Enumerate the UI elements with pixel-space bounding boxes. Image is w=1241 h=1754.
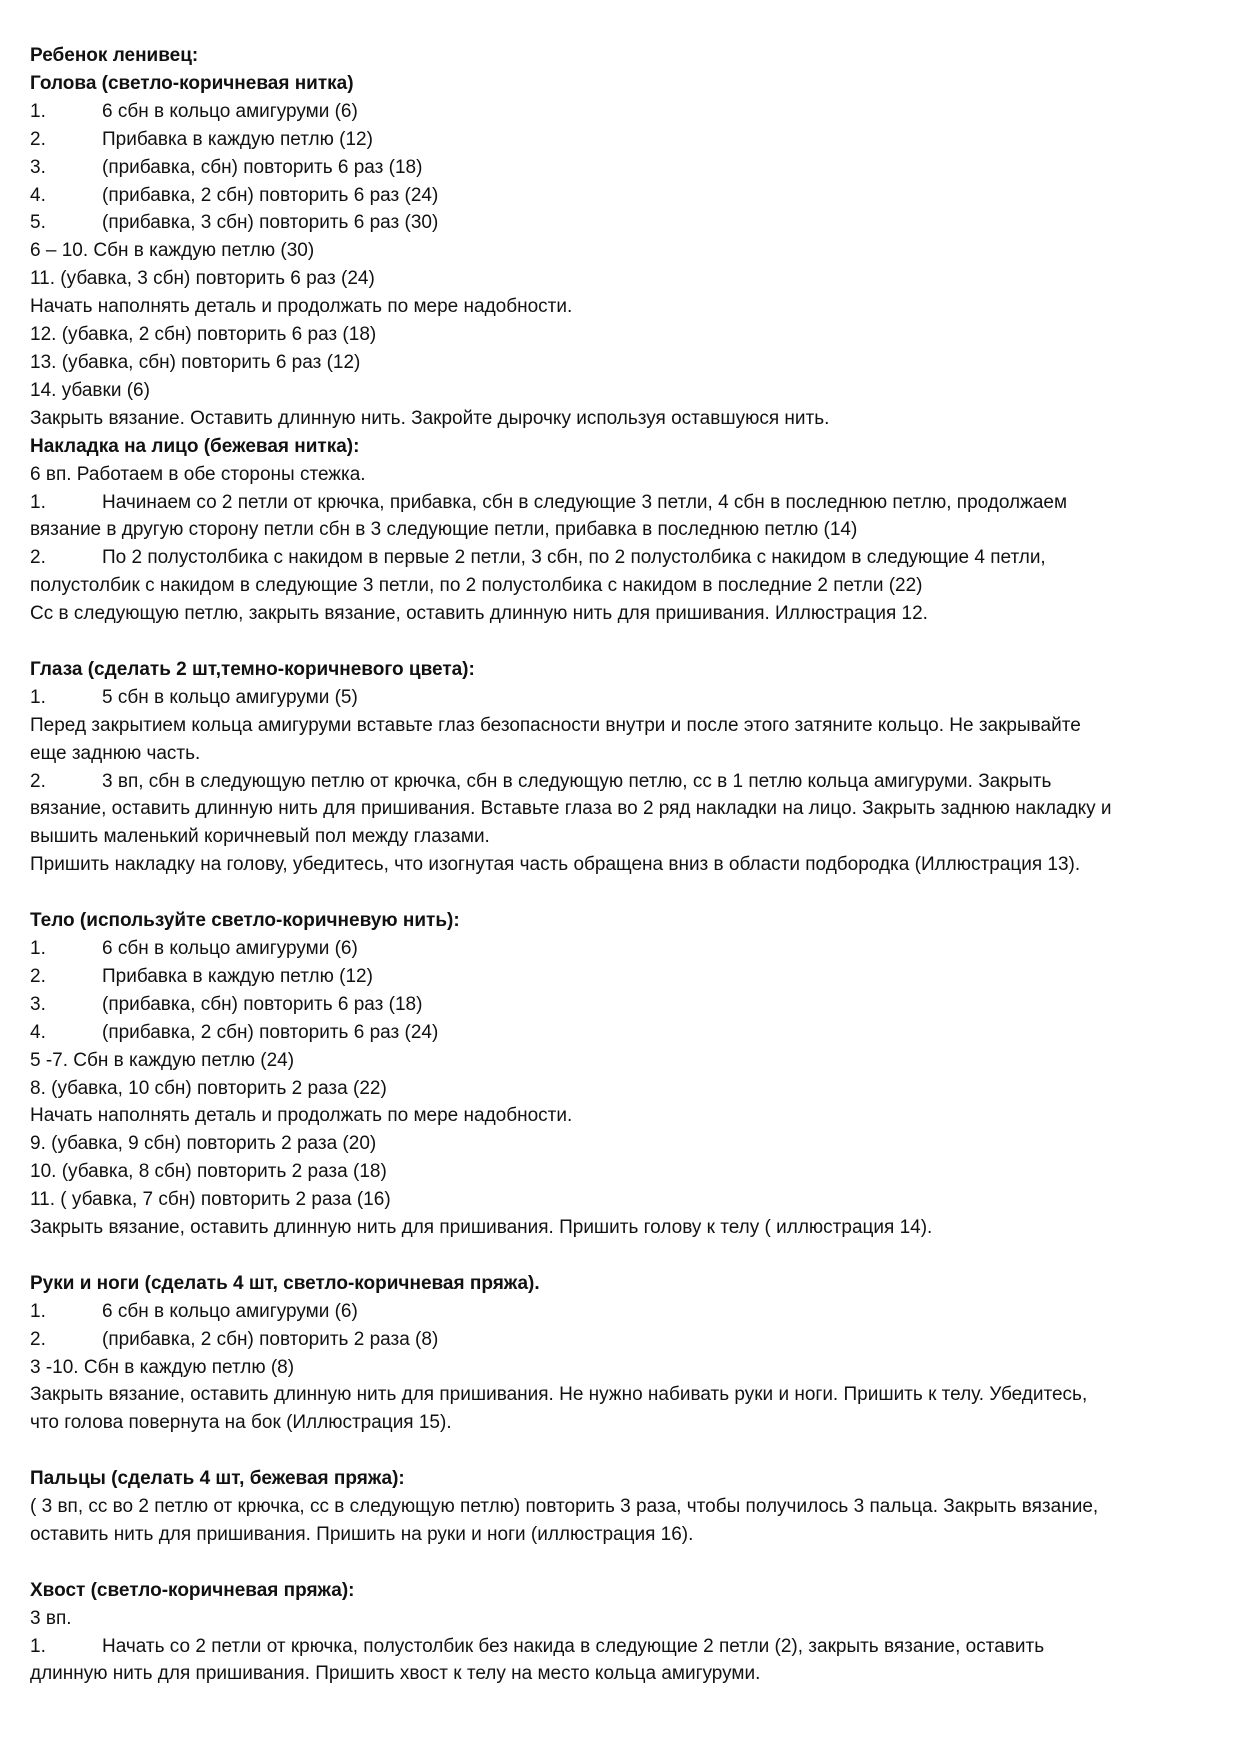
instruction-line: Закрыть вязание, оставить длинную нить для пришивания. Не нужно набивать руки и ноги. Пришить к телу. Убедитесь, xyxy=(30,1384,1088,1406)
section-heading-body: Тело (используйте светло-коричневую нить): xyxy=(30,910,460,932)
instruction-line: вязание в другую сторону петли сбн в 3 следующие петли, прибавка в последнюю петлю (14) xyxy=(30,519,858,541)
spacer xyxy=(30,1437,1225,1465)
section-heading-eyes: Глаза (сделать 2 шт,темно-коричневого цвета): xyxy=(30,658,475,680)
list-item: 4. (прибавка, 2 сбн) повторить 6 раз (24) xyxy=(30,1021,439,1043)
instruction-line: что голова повернута на бок (Иллюстрация 15). xyxy=(30,1412,452,1434)
instruction-line: 6 вп. Работаем в обе стороны стежка. xyxy=(30,463,366,485)
spacer xyxy=(30,879,1225,907)
instruction-line: 3 -10. Сбн в каждую петлю (8) xyxy=(30,1356,295,1378)
instruction-line: 11. ( убавка, 7 сбн) повторить 2 раза (16) xyxy=(30,1189,391,1211)
list-item: 1. Начать со 2 петли от крючка, полустолбик без накида в следующие 2 петли (2), закрыть вязание, оставить xyxy=(30,1635,1045,1657)
instruction-line: 6 – 10. Сбн в каждую петлю (30) xyxy=(30,240,315,262)
instruction-line: Начать наполнять деталь и продолжать по мере надобности. xyxy=(30,296,573,318)
spacer xyxy=(30,628,1225,656)
instruction-line: Закрыть вязание, оставить длинную нить для пришивания. Пришить голову к телу ( иллюстрация 14). xyxy=(30,1217,933,1239)
list-item: 1. 6 сбн в кольцо амигуруми (6) xyxy=(30,937,358,959)
instruction-line: вязание, оставить длинную нить для пришивания. Вставьте глаза во 2 ряд накладки на лицо. Закрыть заднюю накладку и xyxy=(30,798,1112,820)
document-page xyxy=(30,42,1225,1688)
section-heading-face: Накладка на лицо (бежевая нитка): xyxy=(30,435,360,457)
instruction-line: 3 вп. xyxy=(30,1607,72,1629)
list-item: 2. Прибавка в каждую петлю (12) xyxy=(30,965,373,987)
instruction-line: 9. (убавка, 9 сбн) повторить 2 раза (20) xyxy=(30,1133,377,1155)
list-item: 1. 6 сбн в кольцо амигуруми (6) xyxy=(30,100,358,122)
list-item: 1. 6 сбн в кольцо амигуруми (6) xyxy=(30,1300,358,1322)
list-item: 2. (прибавка, 2 сбн) повторить 2 раза (8) xyxy=(30,1328,439,1350)
list-item: 5. (прибавка, 3 сбн) повторить 6 раз (30) xyxy=(30,212,439,234)
section-heading-tail: Хвост (светло-коричневая пряжа): xyxy=(30,1579,355,1601)
instruction-line: Пришить накладку на голову, убедитесь, что изогнутая часть обращена вниз в области подбородка (Иллюстрация 13). xyxy=(30,854,1081,876)
spacer xyxy=(30,1242,1225,1270)
instruction-line: 13. (убавка, сбн) повторить 6 раз (12) xyxy=(30,351,361,373)
instruction-line: 11. (убавка, 3 сбн) повторить 6 раз (24) xyxy=(30,268,375,290)
instruction-line: 10. (убавка, 8 сбн) повторить 2 раза (18) xyxy=(30,1161,387,1183)
instruction-line: Сс в следующую петлю, закрыть вязание, оставить длинную нить для пришивания. Иллюстрация 12. xyxy=(30,603,928,625)
instruction-line: Закрыть вязание. Оставить длинную нить. Закройте дырочку используя оставшуюся нить. xyxy=(30,407,830,429)
section-heading-head: Голова (светло-коричневая нитка) xyxy=(30,72,354,94)
instruction-line: длинную нить для пришивания. Пришить хвост к телу на место кольца амигуруми. xyxy=(30,1663,761,1685)
section-heading-limbs: Руки и ноги (сделать 4 шт, светло-коричневая пряжа). xyxy=(30,1272,540,1294)
list-item: 4. (прибавка, 2 сбн) повторить 6 раз (24) xyxy=(30,184,439,206)
instruction-line: Начать наполнять деталь и продолжать по мере надобности. xyxy=(30,1105,573,1127)
head-rows xyxy=(30,98,1225,238)
list-item: 2. По 2 полустолбика с накидом в первые 2 петли, 3 сбн, по 2 полустолбика с накидом в следующие 4 петли, xyxy=(30,547,1046,569)
list-item: 1. Начинаем со 2 петли от крючка, прибавка, сбн в следующие 3 петли, 4 сбн в последнюю петлю, продолжаем xyxy=(30,491,1068,513)
instruction-line: полустолбик с накидом в следующие 3 петли, по 2 полустолбика с накидом в последние 2 петли (22) xyxy=(30,575,923,597)
instruction-line: ( 3 вп, сс во 2 петлю от крючка, сс в следующую петлю) повторить 3 раза, чтобы получилось 3 пальца. Закрыть вязание, xyxy=(30,1496,1099,1518)
section-heading-fingers: Пальцы (сделать 4 шт, бежевая пряжа): xyxy=(30,1468,405,1490)
instruction-line: вышить маленький коричневый пол между глазами. xyxy=(30,826,490,848)
instruction-line: 14. убавки (6) xyxy=(30,379,150,401)
instruction-line: 12. (убавка, 2 сбн) повторить 6 раз (18) xyxy=(30,324,377,346)
instruction-line: еще заднюю часть. xyxy=(30,742,201,764)
instruction-line: Перед закрытием кольца амигуруми вставьте глаз безопасности внутри и после этого затяните кольцо. Не закрывайте xyxy=(30,714,1081,736)
document-title: Ребенок ленивец: xyxy=(30,45,199,66)
list-item: 1. 5 сбн в кольцо амигуруми (5) xyxy=(30,686,358,708)
list-item: 2. 3 вп, сбн в следующую петлю от крючка, сбн в следующую петлю, сс в 1 петлю кольца амигуруми. Закрыть xyxy=(30,770,1052,792)
instruction-line: 5 -7. Сбн в каждую петлю (24) xyxy=(30,1049,295,1071)
list-item: 2. Прибавка в каждую петлю (12) xyxy=(30,128,373,150)
instruction-line: оставить нить для пришивания. Пришить на руки и ноги (иллюстрация 16). xyxy=(30,1523,694,1545)
instruction-line: 8. (убавка, 10 сбн) повторить 2 раза (22) xyxy=(30,1077,387,1099)
list-item: 3. (прибавка, сбн) повторить 6 раз (18) xyxy=(30,993,423,1015)
spacer xyxy=(30,1549,1225,1577)
list-item: 3. (прибавка, сбн) повторить 6 раз (18) xyxy=(30,156,423,178)
